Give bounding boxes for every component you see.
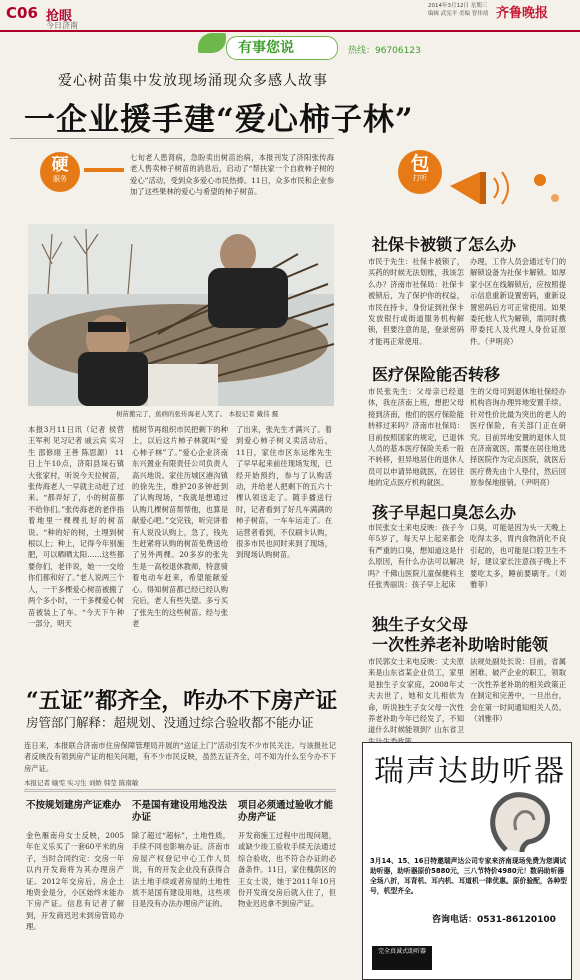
qa1-right: 办理，工作人员会通过专门的解锁设备为社保卡解锁。如厚家小区在线解锁后，应按照提示信息重新设置密码，重新设置密码后方可正常使用。如果委托他人代为解锁，需同时携带委托人及代理人身份证原件。（尹明亮） (470, 257, 566, 346)
megaphone-icon (440, 158, 570, 218)
story2-subheadline: 房管部门解释：超规划、没通过综合验收都不能办证 (26, 715, 314, 730)
qa1-title: 社保卡被锁了怎么办 (372, 235, 517, 254)
divider (24, 789, 336, 790)
leaf-icon (198, 33, 226, 53)
story2-column-3: 开发商施工过程中出现问题，或缺少竣工验收手续无法通过综合验收，也不符合办证的必备条件。11日，家住槐荫区的王女士说，她于2011年10月份开发商交房后就入住了，但物业迟迟拿不到房产证。 (238, 831, 336, 909)
story2-subhead-2: 不是国有建设用地没法办证 (132, 800, 228, 823)
badge-char: 包 (410, 153, 430, 175)
badge-sub: 打听 (413, 174, 427, 182)
ad-phone: 咨询电话：0531-86120100 (432, 915, 556, 925)
banner-hotline: 热线：96706123 (348, 46, 421, 56)
main-column-3: 了出来，张先生才满兴了。着到爱心柿子树义卖活动后，11日，家住市区东运维先生了早早起来前往现场发现，已经开始预约，参与了认购活动，并给老人把剩下的五六十棵认领送走了。随手播送行时，记者看到了好几车满满的柿子树苗，一车车运走了。在运营者看到，不仅刷卡认购，很多市民也同时来到了现场，到现场认购树苗。 (236, 425, 332, 560)
subsection-title: 今日济南 (46, 21, 78, 30)
story2-column-1: 金色雁南舟女士反映，2005年在义乐买了一套60平米的房子，当时合同约定：交房一年以内开发商将为其办理房产证。2012年交房后，房企土地资金是分，小区始终未能办下房产证。信息有记者了解到，开发商迟迟未到房管局办理。 (26, 831, 124, 932)
main-lead: 七旬老人患肾病，急盼卖出树苗治病，本报刊发了济阳张传海老人售卖柿子树苗的消息后，启动了“帮扶家一个自救柿子树的爱心”活动，受到众多爱心市民热捧。11日，众多市民和企业参加了这些果林的爱心与希望的柿子树苗。 (130, 153, 334, 197)
qa2-title: 医疗保险能否转移 (372, 365, 501, 384)
ad-title: 瑞声达助听器 (374, 754, 566, 789)
ad-body: 3月14、15、16日特邀瑞声达公司专家来济南现场免费为您调试助听器，助听器原价5880元，三八节特价4980元！数码助听器全场八折，耳背机、耳内机、耳道机一律优惠。原价验配，各种型号，机型齐全。 (370, 857, 568, 895)
main-column-2: 植树节再组织市民把剩下的种上，以后这片柿子林就叫“爱心柿子林”了。”爱心企业济南东兴置业有限责任公司负责人高兴地说。家住历城区港沟镇的徐先生，维护20多钟赶到了认购现场，“我就是想通过认购几棵树苗帮帮他，也算是献爱心吧。”交完钱，听完讲着有人说没认购上，急了，钱先生赶紧将认购的树苗免费送给了另外两棵。20多岁的张先生是一高校退休教师，特意骑着电动车赶来，希望能献爱心。得知树苗都已经已经认购完后，老人有些失望。多亏买了张先生的这些树苗。经与张老 (132, 425, 228, 628)
qa3-right: 口臭，可能是因为头一天晚上吃得太多，胃内食物消化不良引起的，也可能是口腔卫生不好，建议家长注意孩子晚上不要吃太多，睡前要刷牙。（刘雅菲） (470, 523, 566, 590)
story2-column-2: 除了超过“超标”，土地性质，手续不同也影响办证。济南市房屋产权登记中心工作人员说，有的开发企业没有获得合法土地手续或者房屋的土地性质不是国有建设用地，这些项目是没有办法办理房产证的。 (132, 831, 230, 909)
ear-icon (476, 790, 564, 856)
qa4-title-line1: 独生子女父母 (372, 615, 469, 634)
qa1-left: 市民于先生：社保卡被锁了，买药的时候无法划账，我该怎么办？济南市社保局：社保卡被锁后，为了保护你的权益，市民在持卡、身份证到社保卡发放银行或街道服务机构解锁，但要注意的是，登录密码才能再正常使用。 (368, 257, 464, 346)
badge-rule (84, 168, 124, 172)
qa4-title-line2: 一次性养老补助啥时能领 (372, 635, 549, 654)
section-title: 抢眼 (46, 9, 73, 24)
main-pre-title: 爱心树苗集中发放现场涌现众多感人故事 (58, 73, 328, 89)
story2-subhead-3: 项目必须通过验收才能办房产证 (238, 800, 334, 823)
photo-caption: 树苗搬完了，蕉病的张传海老人笑了。 本报记者 戴伟 摄 (116, 410, 279, 418)
qa2-right: 生的父母可到退休地社保经办机构咨询办理异地安置手续。针对性价比最为突出的老人的医疗保险，有关部门正在研究。目前异地安置的退休人员在济南就医，需要在居住地选择医院作为定点医院，就医后医疗费先由个人垫付，然后回原参保地报销。（尹明亮） (470, 387, 566, 488)
ad-promo-box: 完全真诚式助听器 (372, 946, 432, 970)
story2-lead: 连日来，本报联合济南市住房保障管理局开展的“送证上门”活动引发不少市民关注。与该报社记者反映没有领到房产证的相关问题，有不少市民反映，虽然五证齐全，可不知为什么至今办不下房产证。 (24, 741, 336, 773)
qa3-title: 孩子早起口臭怎么办 (372, 503, 517, 522)
main-column-1: 本报3月11日讯（记者 侯营 王军利 见习记者 戚云宾 实习生 邵修翊 王善 陈思源） 11日上午10点，济阳县垛石镇大张家村，听说今天拉树苗，张传海老人一早就主动赶了过来。“都弄好了，小的树苗都不给你们。”张传海老的老伴指着地里一棵棵扎好的树苗说。“种的好的树，土埋到树根以上；种上，记得今年别施肥，可以晒晒太阳……这些都要你们，老伴说，她一一交给你们都和好了。”老人说两三个人，一干多棵爱心树苗被搬了两个多小时，一干多棵爱心树苗被装上了车。“今天下午种一部分，明天 (28, 425, 124, 628)
qa4-left: 市民郭女士来电反映：丈夫原来是山东省某企业员工，家里是独生子女家庭，2008年丈夫去世了，她和女儿相依为命，听说独生子女父母一次性养老补助今年已经发了，不知道什么时候能领到？山东省卫 (368, 657, 464, 735)
qa4-right: 法规处副处长说：目前，省属困难、破产企业的职工，领取一次性养老补助的相关政策正在制定和完善中，一旦出台，会在第一时间通知相关人员。（刘雅菲） (470, 657, 566, 724)
banner-title: 有事您说 (238, 40, 294, 56)
badge-char: 硬 (51, 155, 69, 175)
ask-badge (398, 150, 442, 194)
newspaper-logo: 齐鲁晚报 (496, 6, 549, 21)
issue-meta: 2014年3月12日 星期三 编辑 武宪平 美编 智伟靖 (428, 3, 489, 17)
story2-headline: “五证”都齐全，咋办不下房产证 (26, 688, 338, 714)
story2-byline: 本报记者 喻雯 实习生 刘娇 韩莹 陈南敏 (24, 779, 139, 787)
badge-sub: 服务 (53, 175, 67, 183)
qa3-left: 市民张女士来电反映：孩子今年5岁了，每天早上起来都会有严重的口臭，想知道这是什么原因，有什么办法可以解决吗？千佛山医院儿童保健科主任张秀丽说：孩子早上起床 (368, 523, 464, 590)
hard-service-badge (40, 152, 80, 192)
photo-scene (28, 224, 334, 406)
qa2-left: 市民张先生：父母亲已经退休，我在济南上班，想把父母接到济南，他们的医疗保险能转移过来吗？济南市社保局：目前按照国家的规定，已退休人员的基本医疗保险关系一般不转移，但异地居住的退休人员可以申请异地就医，在居住地的定点医疗机构就医。 (368, 387, 464, 488)
story2-subhead-1: 不按规划建房产证难办 (26, 800, 122, 811)
main-photo (28, 224, 334, 406)
divider (24, 791, 336, 792)
divider (10, 138, 334, 139)
page-number: C06 (6, 4, 38, 22)
main-headline: 一企业援手建“爱心柿子林” (24, 102, 414, 138)
